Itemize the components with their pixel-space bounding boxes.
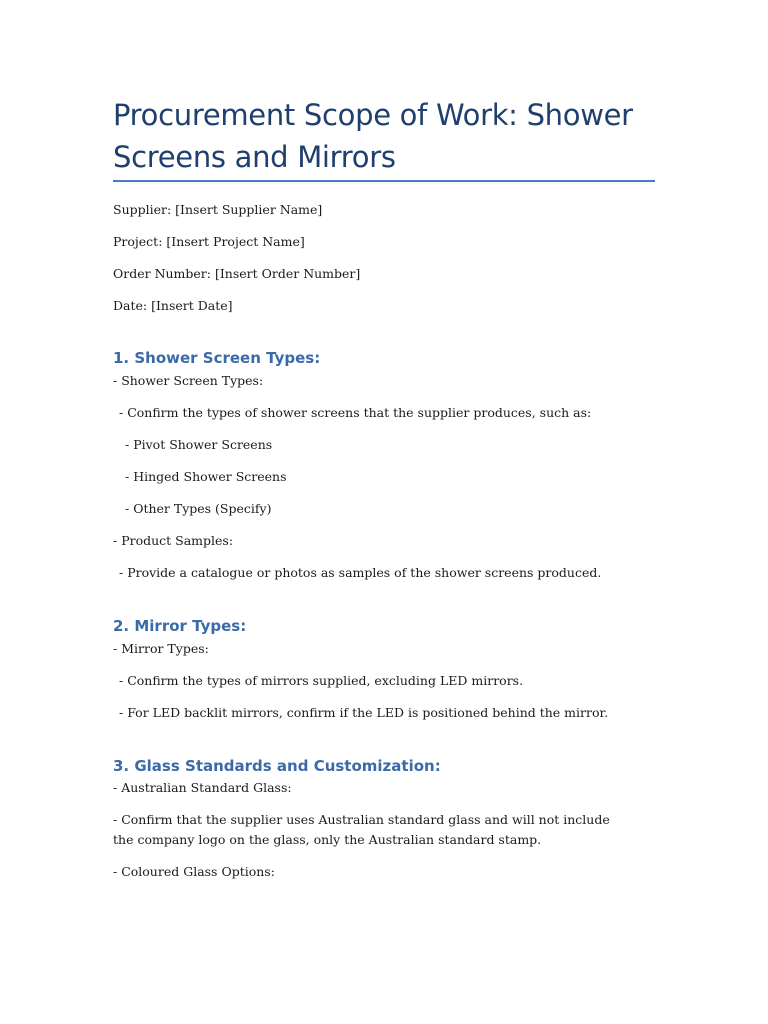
list-item: - Pivot Shower Screens: [125, 437, 273, 452]
list-item: - Confirm that the supplier uses Australian standard glass and will not include the company logo on the glass, only the Australian standard stamp.: [113, 812, 610, 847]
section-heading-glass-standards: 3. Glass Standards and Customization:: [113, 757, 441, 775]
date-line: Date: [Insert Date]: [113, 298, 233, 313]
document-title: Procurement Scope of Work: Shower Screens and Mirrors: [113, 98, 633, 174]
list-item: - Confirm the types of shower screens that the supplier produces, such as:: [119, 405, 592, 420]
list-item: - Coloured Glass Options:: [113, 864, 275, 879]
order-number-line: Order Number: [Insert Order Number]: [113, 266, 361, 281]
supplier-line: Supplier: [Insert Supplier Name]: [113, 202, 323, 217]
list-item: - Shower Screen Types:: [113, 373, 264, 388]
list-item: - Other Types (Specify): [125, 501, 272, 516]
list-item: - Hinged Shower Screens: [125, 469, 287, 484]
list-item: - Mirror Types:: [113, 641, 209, 656]
list-item: - Confirm the types of mirrors supplied, excluding LED mirrors.: [119, 673, 524, 688]
project-line: Project: [Insert Project Name]: [113, 234, 305, 249]
section-heading-shower-screens: 1. Shower Screen Types:: [113, 349, 321, 367]
title-underline: [113, 180, 655, 182]
list-item: - Product Samples:: [113, 533, 234, 548]
section-heading-mirror-types: 2. Mirror Types:: [113, 617, 247, 635]
list-item: - Australian Standard Glass:: [113, 780, 292, 795]
list-item: - Provide a catalogue or photos as samples of the shower screens produced.: [119, 565, 602, 580]
list-item: - For LED backlit mirrors, confirm if the LED is positioned behind the mirror.: [119, 705, 609, 720]
